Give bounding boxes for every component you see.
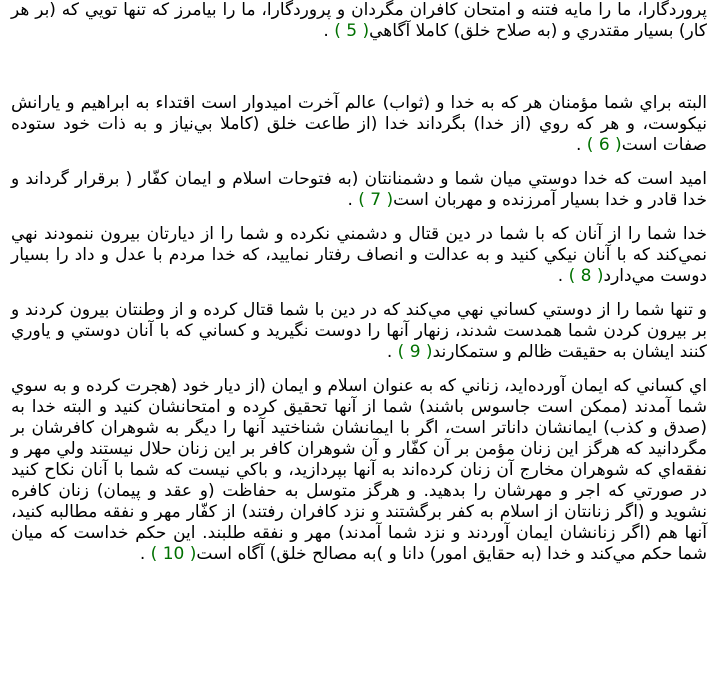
verse-end-mark: . (139, 544, 146, 564)
paragraph-gap (11, 42, 707, 93)
verse-end-mark: . (323, 21, 329, 41)
quran-translation-document (11, 0, 707, 578)
verse-text: البته براي شما مؤمنان هر كه به خدا و (ثواب) عالم آخرت اميدوار است اقتداء به ابراهيم و يارانش نيكوست، و هر كه روي (از خدا) بگرداند خدا (از طاعت خلق (كاملا بي‌نياز و به ذات خود ستوده صفات است (11, 93, 707, 155)
verse-text: و تنها شما را از دوستي كساني نهي مي‌كند كه در دين با شما قتال كرده و از وطنتان بيرون كردند و بر بيرون كردن شما همدست شدند، زنهار آنها را دوست نگيريد و كساني كه با آنان دوستي و ياوري كنند ايشان به حقيقت ظالم و ستمكارند (11, 300, 707, 362)
verse-paragraph-10 (11, 376, 707, 565)
verse-text: خدا شما را از آنان كه با شما در دين قتال و دشمني نكرده و شما را از ديارتان بيرون ننمودند نهي نمي‌كند كه با آنان نيكي كنيد و به عدالت و انصاف رفتار نماييد، كه خدا مردم با عدل و داد را بسيار دوست مي‌دارد (11, 224, 707, 286)
verse-number: ( 5 ) (334, 21, 370, 41)
verse-number: ( 10 ) (150, 544, 197, 564)
verse-number: ( 7 ) (358, 190, 394, 210)
verse-paragraph-8 (11, 224, 707, 287)
verse-number: ( 6 ) (586, 135, 622, 155)
verse-paragraph-6 (11, 93, 707, 156)
verse-text: اي كساني كه ايمان آورده‌ايد، زناني كه به عنوان اسلام و ايمان (از ديار خود (هجرت كرده و به سوي شما آمدند (ممكن است جاسوس باشند) شما از آنها تحقيق كرده و امتحانشان كنيد و البته خدا به (صدق و كذب) ايمانشان داناتر است، اگر با ايمانشان شناختيد آنها را ديگر به شوهران كافرشان بر مگردانيد كه هرگز اين زنان مؤمن بر آن كفّار و آن شوهران كافر بر اين زنان حلال نيستند ولي مهر و نفقه‌اي كه شوهران مخارج آن زنان كرده‌اند به آنها بپردازيد، و باكي نيست كه شما با آنان نكاح كنيد در صورتي كه اجر و مهرشان را بدهيد. و هرگز متوسل به حفاظت (و عقد و پيمان) زنان كافره نشويد و (اگر زنانتان از اسلام به كفر برگشتند و نزد كافران رفتند) از كفّار مهر و نفقه مطالبه كنيد، آنها هم (اگر زنانشان ايمان آوردند و نزد شما آمدند) مهر و نفقه طلبند. اين حكم خداست كه ميان شما حكم مي‌كند و خدا (به حقايق امور) دانا و )به مصالح خلق) آگاه است (11, 376, 707, 564)
verse-end-mark: . (347, 190, 353, 210)
verse-paragraph-7 (11, 169, 707, 211)
verse-end-mark: . (386, 342, 393, 362)
verse-paragraph-5 (11, 0, 707, 42)
verse-number: ( 8 ) (568, 266, 604, 286)
verse-text: اميد است كه خدا دوستي ميان شما و دشمنانتان (به فتوحات اسلام و ايمان كفّار ( برقرار گرداند و خدا قادر و خدا بسيار آمرزنده و مهربان است (11, 169, 707, 210)
verse-number: ( 9 ) (397, 342, 433, 362)
verse-text: پروردگارا، ما را مايه فتنه و امتحان كافران مگردان و پروردگارا، ما را بيامرز كه تنها تويي كه (بر هر كار) بسيار مقتدري و (به صلاح خلق) كاملا آگاهي (11, 0, 707, 41)
verse-end-mark: . (575, 135, 582, 155)
verse-end-mark: . (557, 266, 564, 286)
verse-paragraph-9 (11, 300, 707, 363)
